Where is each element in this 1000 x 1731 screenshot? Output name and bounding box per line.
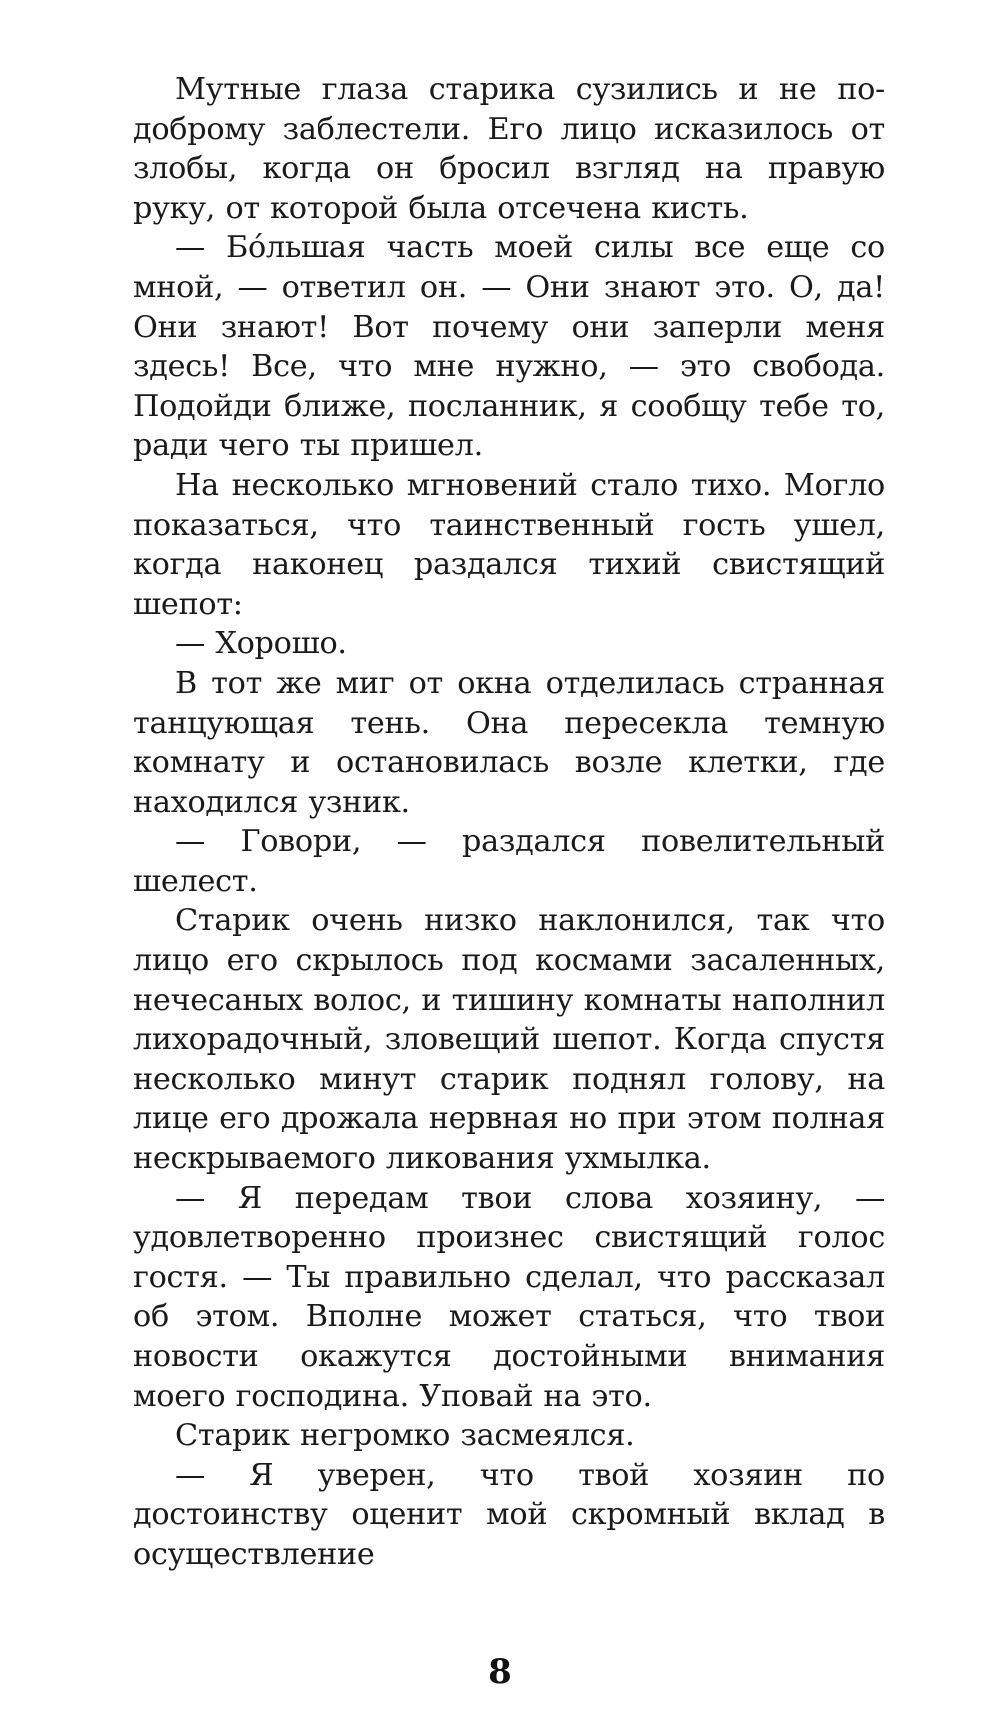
paragraph-10: — Я уверен, что твой хозяин по достоинству оценит мой скромный вклад в осуществление: [133, 1457, 885, 1572]
page-number: 8: [488, 1652, 512, 1692]
paragraph-5: В тот же миг от окна отделилась странная танцующая тень. Она пересекла темную комнату и остановилась возле клетки, где находился узник.: [133, 665, 885, 820]
paragraph-2: — Бо́льшая часть моей силы все еще со мной, — ответил он. — Они знают это. О, да! Они знают! Вот почему они заперли меня здесь! Все, что мне нужно, — это свобода. Подойди ближе, посланник, я сообщу тебе то, ради чего ты пришел.: [133, 230, 885, 464]
paragraph-9: Старик негромко засмеялся.: [175, 1418, 635, 1454]
paragraph-4: — Хорошо.: [175, 626, 347, 662]
paragraph-6: — Говори, — раздался повелительный шелест.: [133, 824, 885, 899]
paragraph-1: Мутные глаза старика сузились и не по-доброму заблестели. Его лицо исказилось от злобы, когда он бросил взгляд на правую руку, от которой была отсечена кисть.: [133, 72, 885, 226]
paragraph-3: На несколько мгновений стало тихо. Могло показаться, что таинственный гость ушел, когда наконец раздался тихий свистящий шепот:: [133, 467, 885, 622]
paragraph-8: — Я передам твои слова хозяину, — удовлетворенно произнес свистящий голос гостя. — Ты правильно сделал, что рассказал об этом. Вполне может статься, что твои новости окажутся достойными внимания моего господина. Уповай на это.: [133, 1180, 885, 1414]
paragraph-7: Старик очень низко наклонился, так что лицо его скрылось под космами засаленных, нечесаных волос, и тишину комнаты наполнил лихорадочный, зловещий шепот. Когда спустя несколько минут старик поднял голову, на лице его дрожала нервная но при этом полная нескрываемого ликования ухмылка.: [133, 903, 885, 1177]
body-text: [133, 70, 885, 1575]
